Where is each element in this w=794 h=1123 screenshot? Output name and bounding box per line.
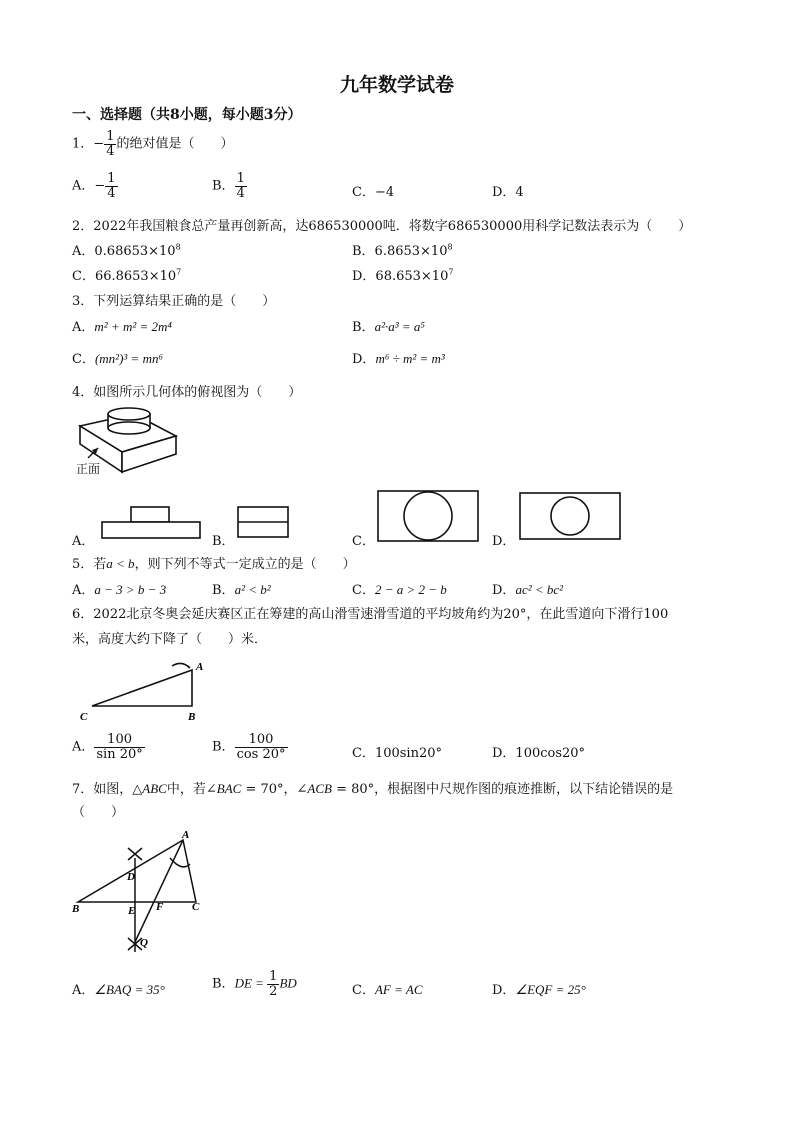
- q7-option-d[interactable]: [492, 979, 586, 998]
- q7-text-2: 中，若∠: [166, 782, 217, 797]
- q7-bac: BAC: [216, 781, 242, 796]
- q7-option-d-expr: ∠EQF = 25°: [515, 982, 586, 997]
- q2-option-c[interactable]: [72, 265, 181, 284]
- q1-minus: −: [93, 136, 105, 152]
- q3-option-c[interactable]: [72, 348, 163, 367]
- q5-option-b-expr: a² < b²: [234, 582, 271, 597]
- q7-label-c: C: [192, 901, 200, 913]
- q7-acb: ACB: [307, 781, 332, 796]
- q1-frac-den: 4: [106, 143, 115, 159]
- q7-option-c-label: C．: [352, 983, 375, 998]
- q2-option-b[interactable]: [352, 240, 453, 259]
- q1-frac-num: 1: [106, 129, 115, 144]
- q6-option-b-num: 100: [235, 733, 288, 748]
- q2-option-d-text: D．68.653×10: [352, 269, 449, 284]
- q4-option-a-figure[interactable]: [100, 505, 202, 541]
- q7-option-b-num: 1: [269, 969, 278, 984]
- q6-option-b[interactable]: [212, 733, 288, 761]
- q5-option-d-label: D．: [492, 583, 516, 598]
- page-title: 九年数学试卷: [339, 74, 454, 96]
- q2-option-b-text: B．6.8653×10: [352, 244, 448, 259]
- q2-option-d-exp: 7: [448, 267, 454, 277]
- q1-option-b-label: B．: [212, 178, 235, 194]
- q6-option-a-fraction: [94, 733, 144, 761]
- q7-label-e: E: [128, 905, 136, 917]
- q7-abc: ABC: [142, 781, 167, 796]
- section-heading: 一、选择题（共8小题，每小题3分）: [72, 107, 302, 123]
- q2-option-a-text: A．0.68653×10: [72, 244, 176, 259]
- q7-label-q: Q: [140, 937, 148, 949]
- q1-text: 的绝对值是（ ）: [116, 136, 234, 152]
- q6-option-b-fraction: [235, 733, 288, 761]
- q7-construction-figure: [70, 830, 210, 960]
- q5-condition: a < b: [106, 556, 135, 571]
- q3-option-d[interactable]: [352, 348, 445, 367]
- q6-option-a-den: sin 20°: [96, 746, 143, 762]
- question-5: [72, 553, 356, 572]
- q5-option-b[interactable]: [212, 579, 271, 598]
- q5-option-c-label: C．: [352, 583, 375, 598]
- q5-option-d[interactable]: [492, 579, 563, 598]
- q7-option-b[interactable]: [212, 970, 297, 998]
- q4-option-a-label[interactable]: A．: [72, 534, 95, 549]
- q5-option-a[interactable]: [72, 579, 166, 598]
- question-1: [72, 130, 233, 158]
- q7-label-d: D: [127, 871, 135, 883]
- q3-option-b-expr: a²·a³ = a⁵: [374, 319, 425, 334]
- q2-option-d[interactable]: [352, 265, 453, 284]
- q5-option-b-label: B．: [212, 583, 235, 598]
- q5-option-a-label: A．: [72, 583, 95, 598]
- q4-option-c-label[interactable]: C．: [352, 534, 375, 549]
- q7-option-a-label: A．: [72, 983, 95, 998]
- q7-option-a-expr: ∠BAQ = 35°: [94, 982, 165, 997]
- q1-option-b-num: 1: [236, 171, 245, 186]
- question-6-line-2: 米，高度大约下降了（ ）米．: [72, 632, 268, 647]
- q3-option-d-expr: m⁶ ÷ m² = m³: [375, 351, 445, 366]
- question-2: 2．2022年我国粮食总产量再创新高，达686530000吨．将数字686530000用科学记数法表示为（ ）: [72, 219, 692, 234]
- q1-option-b[interactable]: [212, 172, 247, 200]
- q6-triangle-figure: [78, 654, 218, 726]
- q1-option-a[interactable]: [72, 172, 118, 200]
- q3-option-c-expr: (mn²)³ = mn⁶: [94, 351, 163, 366]
- q3-option-b-label: B．: [352, 320, 375, 335]
- q5-text-pre: 5．若: [72, 557, 107, 572]
- q6-label-c: C: [80, 711, 88, 723]
- q1-option-a-label: A．: [72, 178, 95, 194]
- q7-option-d-label: D．: [492, 983, 516, 998]
- q6-option-a-label: A．: [72, 739, 95, 755]
- q7-text-4: = 80°，根据图中尺规作图的痕迹推断，以下结论错误的是: [331, 782, 674, 797]
- q5-option-d-expr: ac² < bc²: [515, 582, 564, 597]
- q4-option-c-figure[interactable]: [376, 489, 482, 543]
- q5-option-a-expr: a − 3 > b − 3: [94, 582, 167, 597]
- q3-option-a-expr: m² + m² = 2m⁴: [94, 319, 172, 334]
- q7-label-b: B: [72, 903, 80, 915]
- q5-option-c[interactable]: [352, 579, 447, 598]
- q7-option-b-pre: DE =: [234, 975, 268, 991]
- q7-option-a[interactable]: [72, 979, 165, 998]
- q7-label-f: F: [156, 901, 164, 913]
- question-4: 4．如图所示几何体的俯视图为（ ）: [72, 385, 302, 400]
- q1-option-b-den: 4: [236, 185, 245, 201]
- q1-option-c[interactable]: C．−4: [352, 185, 395, 200]
- q2-option-a-exp: 8: [175, 242, 181, 252]
- q6-option-d[interactable]: D．100cos20°: [492, 746, 586, 761]
- q7-text-1: 7．如图，△: [72, 782, 143, 797]
- q1-option-a-minus: −: [94, 178, 106, 194]
- q7-label-a: A: [182, 830, 190, 841]
- q1-option-a-num: 1: [107, 171, 116, 186]
- q6-option-b-den: cos 20°: [236, 746, 286, 762]
- q3-option-c-label: C．: [72, 352, 95, 367]
- q2-option-c-exp: 7: [176, 267, 182, 277]
- q6-option-a[interactable]: [72, 733, 145, 761]
- q1-fraction: [104, 130, 116, 158]
- q6-label-b: B: [188, 711, 196, 723]
- q4-option-b-label[interactable]: B．: [212, 534, 235, 549]
- q6-option-a-num: 100: [94, 733, 144, 748]
- q6-label-a: A: [196, 661, 204, 673]
- q7-option-b-fraction: [267, 970, 279, 998]
- q7-text-3: = 70°，∠: [241, 782, 308, 797]
- question-7-line-1: [72, 778, 673, 797]
- q2-option-b-exp: 8: [447, 242, 453, 252]
- q1-option-a-den: 4: [107, 185, 116, 201]
- front-label: 正面: [76, 462, 101, 476]
- q3-option-a[interactable]: [72, 316, 172, 335]
- q5-option-c-expr: 2 − a > 2 − b: [374, 582, 447, 597]
- q3-option-b[interactable]: [352, 316, 425, 335]
- q3-option-a-label: A．: [72, 320, 95, 335]
- q2-option-c-text: C．66.8653×10: [72, 269, 177, 284]
- q1-number: 1．: [72, 136, 94, 152]
- question-7-line-2: （ ）: [72, 805, 125, 820]
- q6-option-c[interactable]: C．100sin20°: [352, 746, 443, 761]
- q4-option-b-figure[interactable]: [236, 505, 292, 541]
- q1-option-a-fraction: [105, 172, 117, 200]
- question-6-line-1: 6．2022北京冬奥会延庆赛区正在筹建的高山滑雪速滑雪道的平均坡角约为20°，在此雪道向下滑行100: [72, 607, 669, 622]
- q7-option-c-expr: AF = AC: [374, 982, 423, 997]
- question-3: 3．下列运算结果正确的是（ ）: [72, 294, 276, 309]
- q6-option-b-label: B．: [212, 739, 235, 755]
- q1-option-d[interactable]: D．4: [492, 185, 524, 200]
- q4-option-d-label[interactable]: D．: [492, 534, 516, 549]
- q7-option-b-den: 2: [269, 983, 278, 999]
- q2-option-a[interactable]: [72, 240, 181, 259]
- q1-option-b-fraction: [235, 172, 247, 200]
- q4-option-d-figure[interactable]: [518, 491, 624, 543]
- q7-option-b-label: B．: [212, 976, 235, 992]
- q3-option-d-label: D．: [352, 352, 376, 367]
- q7-option-c[interactable]: [352, 979, 422, 998]
- q5-text-post: ，则下列不等式一定成立的是（ ）: [134, 557, 356, 572]
- q7-option-b-post: BD: [279, 975, 297, 991]
